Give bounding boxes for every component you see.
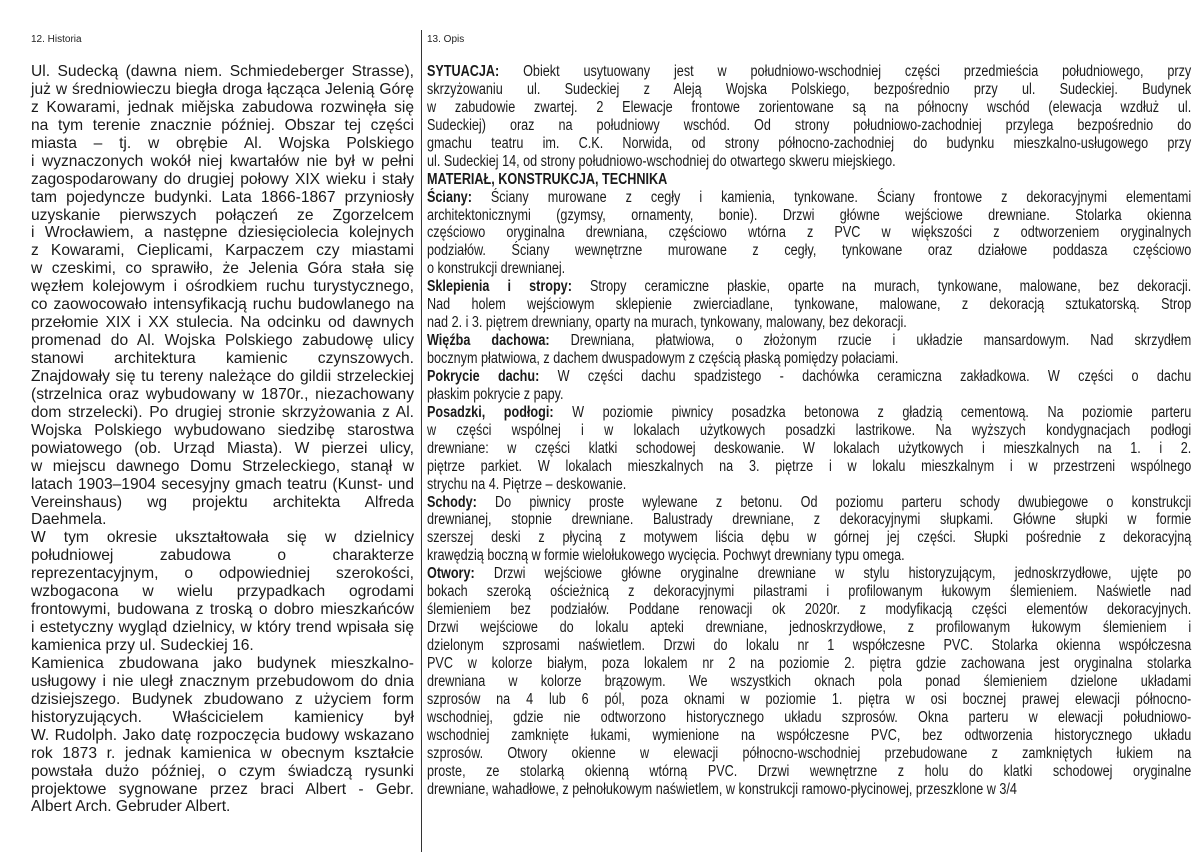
line-text: nad 2. i 3. piętrem drewniany, oparty na murach, tynkowany, malowany, bez dekoracji. (427, 314, 907, 332)
line-text: z Kowarami, Cieplicami, Karpaczem czy miastami (31, 242, 414, 260)
line-text: i estetyczny wygląd dzielnicy, w który trend wpisała się (31, 619, 414, 637)
text-line (427, 494, 1191, 512)
text-line (31, 547, 414, 565)
text-line-content (427, 494, 1191, 512)
text-line (31, 511, 414, 529)
line-text: usługowy i nie uległ znacznym przebudowom do dnia (31, 672, 414, 690)
line-text: powiatowego (ob. Urząd Miasta). W pierzei ulicy, (31, 439, 414, 457)
text-line-content (427, 260, 1191, 278)
text-line (427, 529, 1191, 547)
text-line (427, 422, 1191, 440)
text-line (427, 386, 1191, 404)
text-line (427, 63, 1191, 81)
text-line (31, 171, 414, 189)
text-line (31, 189, 414, 207)
line-text: dzielonym szprosami naświetlem. Drzwi do lokalu nr 1 współczesne PVC. Stolarka okienna współczesna (427, 637, 1192, 654)
text-line-content (427, 583, 1191, 601)
paragraph-label: Posadzki, podłogi: (427, 403, 554, 421)
text-line (427, 709, 1191, 727)
line-text: PVC w kolorze białym, poza lokalem nr 2 na poziomie 2. piętra gdzie zachowana jest oryginalna stolarka (427, 654, 1192, 672)
text-line-content (427, 565, 1191, 583)
text-line-content (427, 763, 1191, 781)
text-line (31, 691, 414, 709)
text-line (31, 494, 414, 512)
text-line-content (427, 476, 1191, 494)
text-line-content (427, 745, 1191, 763)
text-line-content (427, 655, 1191, 673)
text-line (31, 476, 414, 494)
text-line (427, 332, 1191, 350)
text-line-content (427, 350, 1191, 368)
text-line (31, 565, 414, 583)
line-text: ul. Sudeckiej 14, od strony południowo-wschodniej do otwartego skweru miejskiego. (427, 152, 896, 170)
line-text: Albert Arch. Gebruder Albert. (31, 798, 231, 816)
line-text: Wojska Polskiego wybudowano siedzibę starostwa (31, 421, 414, 439)
line-text: Vereinshaus) wg projektu architekta Alfreda (31, 493, 414, 511)
text-line-content (427, 242, 1191, 260)
line-text: węzłem kolejowym i ośrodkiem ruchu turystycznego, (31, 278, 414, 296)
line-text: W poziomie piwnicy posadzka betonowa z gładzią cementową. Na poziomie parteru (553, 403, 1192, 421)
text-line (31, 709, 414, 727)
text-line (31, 458, 414, 476)
text-line (427, 745, 1191, 763)
text-line-content (427, 511, 1191, 529)
line-text: kamienica przy ul. Sudeckiej 16. (31, 637, 254, 654)
text-line (427, 637, 1191, 655)
text-line (31, 224, 414, 242)
text-line (427, 207, 1191, 225)
text-line (31, 745, 414, 763)
text-line-content (427, 781, 1191, 799)
text-line (31, 655, 414, 673)
section-header-historia: 12. Historia (31, 34, 82, 45)
line-text: Ściany murowane z cegły i kamienia, tynkowane. Ściany frontowe z dekoracyjnymi elementami (471, 188, 1192, 206)
paragraph-label: Pokrycie dachu: (427, 367, 540, 385)
text-line (31, 440, 414, 458)
text-line-content (427, 404, 1191, 422)
text-line (427, 99, 1191, 117)
line-text: tam pojedyncze budynki. Lata 1866-1867 przyniosły (31, 188, 414, 206)
line-text: W. Rudolph. Jako datę rozpoczęcia budowy wskazano (31, 726, 414, 744)
text-line-content (427, 207, 1191, 225)
paragraph-label: Schody: (427, 493, 477, 511)
text-line (427, 583, 1191, 601)
paragraph-label: Otwory: (427, 565, 475, 583)
text-line (427, 476, 1191, 494)
text-line (427, 242, 1191, 260)
text-line-content (427, 709, 1191, 727)
line-text: rok 1873 r. jednak kamienica w obecnym kształcie (31, 744, 414, 762)
text-line-content (427, 63, 1191, 81)
line-text: Do piwnicy proste wylewane z betonu. Od poziomu parteru schody dwubiegowe o konstrukcji (476, 493, 1192, 511)
text-line (31, 81, 414, 99)
text-line (427, 296, 1191, 314)
line-text: szprosów. Otwory okienne w elewacji północno-wschodniej przebudowane z zamkniętych łukiem na (427, 744, 1192, 762)
text-line (427, 619, 1191, 637)
text-line (31, 368, 414, 386)
text-line (427, 153, 1191, 171)
column-divider (421, 30, 422, 852)
text-line-content (427, 619, 1191, 637)
text-line (31, 278, 414, 296)
line-text: stanowi architektura kamienic czynszowych. (31, 350, 414, 367)
line-text: drewniane: w części klatki schodowej deskowanie. W lokalach użytkowych i mieszkalnych na 1. i 2. (427, 439, 1192, 457)
line-text: reprezentacyjnym, o odpowiedniej szerokości, (31, 565, 414, 583)
text-line (427, 727, 1191, 745)
line-text: Obiekt usytuowany jest w południowo-wschodniej części przedmieścia południowego, przy (499, 63, 1192, 80)
line-text: w części wspólnej i w lokalach użytkowych posadzki lastrikowe. Na wyższych kondygnacjach podłogi (427, 421, 1192, 439)
text-line (31, 798, 414, 816)
text-line (31, 529, 414, 547)
text-line (31, 135, 414, 153)
text-line (427, 404, 1191, 422)
line-text: z Kowarami, jednak miějska zabudowa rozwinęła się (31, 98, 414, 116)
text-line (31, 260, 414, 278)
line-text: zagospodarowany do drugiej połowy XIX wieku i stały (31, 170, 414, 188)
line-text: historyzujących. Właścicielem kamienicy był (31, 708, 414, 726)
line-text: południowej zabudowa o charakterze (31, 547, 414, 565)
text-line (427, 135, 1191, 153)
line-text: miasta – tj. w obrębie Al. Wojska Polskiego (31, 134, 414, 152)
text-line-content (427, 673, 1191, 691)
line-text: i wyznaczonych wokół niej kwartałów nie był w pełni (31, 152, 414, 170)
text-line (31, 619, 414, 637)
text-line-content (427, 691, 1191, 709)
text-line (31, 637, 414, 655)
text-line-content (427, 296, 1191, 314)
line-text: projektowe sygnowane przez braci Albert - Gebr. (31, 780, 414, 798)
line-text: drewniane, wahadłowe, z pełnołukowym naświetlem, w konstrukcji ramowo-płycinowej, przeszklone w 3/4 (427, 780, 1017, 798)
line-text: w czeskimi, co sprawiło, że Jelenia Góra stała się (31, 260, 414, 278)
line-text: wschodniej, gdzie nie odtworzono historycznego układu szprosów. Okna parteru w elewacji południowo- (427, 708, 1192, 726)
text-line (31, 153, 414, 171)
line-text: (strzelnica oraz wybudowany w 1870r., niezachowany (31, 385, 414, 403)
line-text: Nad holem wejściowym sklepienie zwierciadlane, tynkowane, malowane, z dekoracją sztukatorską. Strop (427, 296, 1192, 314)
line-text: na tym terenie znacznie później. Obszar tej części (31, 116, 414, 134)
text-line-content (427, 81, 1191, 99)
text-line-content (427, 386, 1191, 404)
text-line-content (427, 117, 1191, 135)
text-line (427, 655, 1191, 673)
text-line (427, 224, 1191, 242)
text-line (31, 673, 414, 691)
text-line (31, 781, 414, 799)
text-line-content (427, 189, 1191, 207)
line-text: Stropy ceramiczne płaskie, oparte na murach, tynkowane, malowane, bez dekoracji. (571, 278, 1192, 296)
line-text: skrzyżowaniu ul. Sudeckiej z Aleją Wojska Polskiego, bezpośrednio przy ul. Sudeckiej. Budynek (427, 80, 1192, 98)
line-text: już w średniowieczu biegła droga łącząca Jelenią Górę (31, 80, 414, 98)
line-text: powstała dużo później, o czym świadczą rysunki (31, 762, 414, 780)
text-line (31, 63, 414, 81)
line-text: drewnianej, stopnie drewniane. Balustrady drewniane, z dekoracyjnymi słupkami. Główne słupki w formie (427, 511, 1192, 529)
line-text: drewniana w kolorze brązowym. We wszystkich oknach pola ponad ślemieniem dzielone układami (427, 672, 1192, 690)
text-line-content (427, 135, 1191, 153)
text-line (31, 727, 414, 745)
line-text: szerszej deski z płyciną z motywem liścia dębu w górnej jej części. Słupki pośrednie z dekoracyjną (427, 529, 1192, 547)
text-line (31, 422, 414, 440)
line-text: Ul. Sudecką (dawna niem. Schmiedeberger Strasse), (31, 63, 414, 80)
line-text: o konstrukcji drewnianej. (427, 260, 566, 278)
historia-text-column (31, 63, 414, 816)
text-line (427, 511, 1191, 529)
paragraph-label: Ściany: (427, 188, 472, 206)
line-text: w miejscu dawnego Domu Strzeleckiego, stanął w (31, 457, 414, 475)
line-text: Kamienica zbudowana jako budynek mieszkalno- (31, 654, 414, 672)
line-text: i Wrocławiem, a następne dziesięciolecia kolejnych (31, 224, 414, 242)
paragraph-label: Więźba dachowa: (427, 332, 550, 350)
paragraph-label: Sklepienia i stropy: (427, 278, 572, 296)
text-line-content (427, 547, 1191, 565)
text-line (427, 763, 1191, 781)
line-text: gmachu teatru im. C.K. Norwida, od strony północno-zachodniej do budynku mieszkalno-usługowego przy (427, 134, 1192, 152)
text-line (427, 601, 1191, 619)
line-text: Drewniana, płatwiowa, o złożonym rzucie i układzie mansardowym. Nad skrzydłem (549, 332, 1192, 350)
line-text: latach 1903–1904 secesyjny gmach teatru (Kunst- und (31, 475, 414, 493)
line-text: promenad do Al. Wojska Polskiego zabudowę ulicy (31, 332, 414, 350)
line-text: płaskim pokrycie z papy. (427, 385, 564, 403)
text-line (31, 99, 414, 117)
line-text: uzyskanie pierwszych połączeń ze Zgorzelcem (31, 206, 414, 224)
text-line (31, 296, 414, 314)
text-line (31, 314, 414, 332)
line-text: Znajdowały się tu tereny należące do gildii strzeleckiej (31, 367, 414, 385)
text-line (31, 404, 414, 422)
line-text: strychu na 4. Piętrze – deskowanie. (427, 475, 627, 493)
line-text: częściowo oryginalna drewniana, częściowo wtórna z PVC w większości z odtworzeniem oryginalnych (427, 224, 1192, 242)
text-line-content (427, 601, 1191, 619)
paragraph-label: SYTUACJA: (427, 63, 500, 80)
text-line (31, 583, 414, 601)
line-text: piętrze parkiet. W lokalach mieszkalnych na 3. piętrze i w lokalu mieszkalnym i w przestrzeni wspólnego (427, 457, 1192, 475)
text-line-content (427, 637, 1191, 655)
text-line (427, 547, 1191, 565)
text-line-content (427, 368, 1191, 386)
text-line (427, 189, 1191, 207)
line-text: podziałów. Ściany wewnętrzne murowane z cegły, tynkowane oraz działowe poddasza częściowo (427, 242, 1192, 260)
text-line (427, 691, 1191, 709)
text-line (427, 673, 1191, 691)
line-text: Drzwi wejściowe główne oryginalne drewniane w stylu historyzującym, jednoskrzydłowe, ujęte po (474, 565, 1192, 583)
line-text: dzisiejszego. Budynek zbudowano z użyciem form (31, 690, 414, 708)
text-line (427, 440, 1191, 458)
line-text: co zaowocowało intensyfikacją ruchu budowlanego na (31, 296, 414, 314)
text-line (427, 260, 1191, 278)
line-text: krawędzią boczną w formie wielołukowego wycięcia. Pochwyt drewniany typu omega. (427, 547, 905, 565)
line-text: wschodniej zamknięte łukami, wymienione na współczesne PVC, bez odtworzenia historycznego układu (427, 726, 1192, 744)
text-line (31, 386, 414, 404)
text-line-content (427, 422, 1191, 440)
text-line-content (427, 529, 1191, 547)
line-text: w zabudowie zwartej. 2 Elewacje frontowe zorientowane są na północny wschód (elewacja wzdłuż ul. (427, 98, 1192, 116)
line-text: bocznym płatwiowa, z dachem dwuspadowym z częścią płaską pomiędzy połaciami. (427, 350, 899, 367)
text-line (427, 171, 1191, 189)
text-line (427, 350, 1191, 368)
line-text: Sudeckiej) oraz na południowy wschód. Od strony południowo-zachodniej przylega bezpośrednio do (427, 116, 1192, 134)
text-line (427, 81, 1191, 99)
text-line-content (427, 278, 1191, 296)
text-line-content (427, 224, 1191, 242)
line-text: Daehmela. (31, 511, 107, 529)
text-line (31, 601, 414, 619)
line-text: W części dachu spadzistego - dachówka ceramiczna zakładkowa. W części o dachu (539, 367, 1192, 385)
line-text: ślemieniem bez podziałów. Poddane renowacji ok 2020r. z modyfikacją części elementów dekoracyjnych. (427, 601, 1192, 619)
line-text: dom strzelecki). Po drugiej stronie skrzyżowania z Al. (31, 403, 414, 421)
line-text: Drzwi wejściowe do lokalu apteki drewniane, jednoskrzydłowe, z profilowanym łukowym ślemieniem i (427, 619, 1192, 637)
text-line-content (427, 314, 1191, 332)
line-text: proste, ze stolarką okienną wtórną PVC. Drzwi wewnętrzne z holu do klatki schodowej oryginalne (427, 762, 1192, 780)
line-text: W tym okresie ukształtowała się w dzielnicy (31, 529, 414, 547)
line-text: frontowymi, budowana z troską o dobro mieszkańców (31, 601, 414, 619)
text-line-content (427, 727, 1191, 745)
line-text: wzbogacona w wielu przypadkach ogrodami (31, 583, 414, 601)
text-line-content (427, 99, 1191, 117)
text-line-content (427, 332, 1191, 350)
text-line-content (427, 171, 1191, 189)
text-line-content (427, 153, 1191, 171)
line-text: szprosów na 4 lub 6 pól, poza oknami w poziomie 1. piętra w osi bocznej prawej elewacji północno- (427, 690, 1192, 708)
line-text: bokach szeroką ościeżnicą z dekoracyjnymi pilastrami i profilowanym łukowym ślemieniem. Naświetle nad (427, 583, 1192, 601)
line-text: przełomie XIX i XX stulecia. Na odcinku od dawnych (31, 314, 414, 332)
line-text: architektonicznymi (gzymsy, ornamenty, bonie). Drzwi główne wejściowe drewniane. Stolarka okienna (427, 206, 1192, 224)
text-line (31, 332, 414, 350)
paragraph-label: MATERIAŁ, KONSTRUKCJA, TECHNIKA (427, 170, 668, 188)
text-line (427, 314, 1191, 332)
text-line (31, 242, 414, 260)
text-line-content (427, 440, 1191, 458)
text-line (427, 565, 1191, 583)
text-line (31, 763, 414, 781)
section-header-opis: 13. Opis (427, 34, 465, 45)
opis-text-column (427, 63, 1191, 798)
text-line (31, 350, 414, 368)
text-line (31, 207, 414, 225)
text-line (427, 117, 1191, 135)
text-line (427, 278, 1191, 296)
text-line-content (427, 458, 1191, 476)
text-line (427, 458, 1191, 476)
text-line (31, 117, 414, 135)
text-line (427, 781, 1191, 799)
text-line (427, 368, 1191, 386)
